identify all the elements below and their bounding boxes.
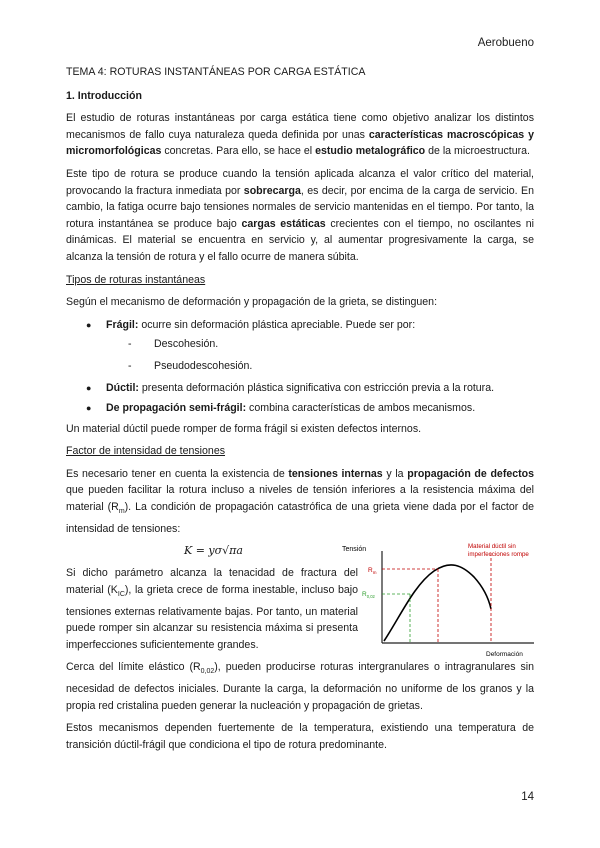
topic-title: TEMA 4: ROTURAS INSTANTÁNEAS POR CARGA ESTÁTICA (66, 66, 366, 78)
section-heading: 1. Introducción (66, 89, 142, 102)
paragraph-limite-elastico: Cerca del límite elástico $(R_{0,02})$, pueden producirse roturas intergranulares o intragranulares sin necesidad de defectos iniciales. Durante la carga, la deformación no uniforme de los granos y la propia red cristalina pueden generar la nucleación y propagación de grietas. (66, 661, 534, 712)
r002-label: $R_{0,02}$ (362, 591, 375, 600)
bullet-list (66, 317, 534, 417)
y-axis-label: Tensión (342, 546, 367, 554)
annotation-line-2: imperfecciones rompe (468, 551, 529, 559)
list-item: - Descohesión. (122, 336, 534, 353)
list-item: - Pseudodescohesión. (122, 358, 534, 375)
rm-label: $R_m$ (368, 567, 377, 576)
paragraph-ductil-fragil: Un material dúctil puede romper de forma frágil si existen defectos internos. (66, 422, 422, 435)
x-axis-label: Deformación (486, 651, 523, 659)
header-author: Aerobueno (477, 37, 534, 49)
paragraph-segun: Según el mecanismo de deformación y propagación de la grieta, se distinguen: (66, 296, 438, 309)
paragraph-rotura: Este tipo de rotura se produce cuando la tensión aplicada alcanza el valor crítico del material, provocando la fractura inmediata por sobrecarga, es decir, por encima de la carga de servicio. En cambio, la fatiga ocurre bajo tensiones normales de servicio mantenidas en el tiempo. Por tanto, la rotura instantánea se produce bajo cargas estáticas crecientes con el tiempo, no oscilantes ni dinámicas. El material se encuentra en servicio y, al aumentar progresivamente la carga, se alcanza la tensión de rotura y el fallo ocurre de manera súbita. (66, 167, 535, 263)
formula-and-chart (66, 543, 534, 659)
list-item: ● Dúctil: presenta deformación plástica significativa con estricción previa a la rotura. (66, 380, 534, 397)
paragraph-temperatura: Estos mecanismos dependen fuertemente de la temperatura, existiendo una temperatura de transición dúctil-frágil que condiciona el tipo de rotura predominante. (66, 722, 534, 751)
stress-strain-curve (384, 565, 491, 641)
page-content (66, 64, 534, 760)
page-number: 14 (521, 791, 534, 803)
subheading-tipos: Tipos de roturas instantáneas (66, 273, 206, 286)
dash-list (106, 336, 534, 374)
list-item: ● De propagación semi-frágil: combina características de ambos mecanismos. (66, 400, 534, 417)
paragraph-tensiones: Es necesario tener en cuenta la existencia de tensiones internas y la propagación de defectos que pueden facilitar la rotura incluso a niveles de tensión inferiores a la resistencia máxima del material $(R_m)$. La condición de propagación catastrófica de una grieta viene dada por el factor de intensidad de tensiones: (66, 467, 535, 535)
paragraph-intro: El estudio de roturas instantáneas por carga estática tiene como objetivo analizar los distintos mecanismos de fallo cuya naturaleza queda definida por unas características macroscópicas y micromorfológicas concretas. Para ello, se hace el estudio metalográfico de la microestructura. (66, 112, 534, 158)
stress-strain-svg (334, 543, 539, 661)
annotation-line-1: Material dúctil sin (468, 543, 516, 551)
stress-strain-diagram (334, 543, 539, 661)
subheading-factor: Factor de intensidad de tensiones (66, 445, 226, 458)
paragraph-tenacidad: Si dicho parámetro alcanza la tenacidad de fractura del material $(K_{IC})$, la grieta crece de forma inestable, incluso bajo tensiones externas relativamente bajas. Por tanto, un material puede romper sin alcanzar su resistencia máxima si presenta imperfecciones suficientemente grandes. (66, 567, 358, 651)
formula: K = yσ√πa (184, 544, 243, 558)
list-item: ● Frágil: ocurre sin deformación plástica apreciable. Puede ser por: - Descohesión. - Pseudodescohesión. (66, 317, 534, 375)
